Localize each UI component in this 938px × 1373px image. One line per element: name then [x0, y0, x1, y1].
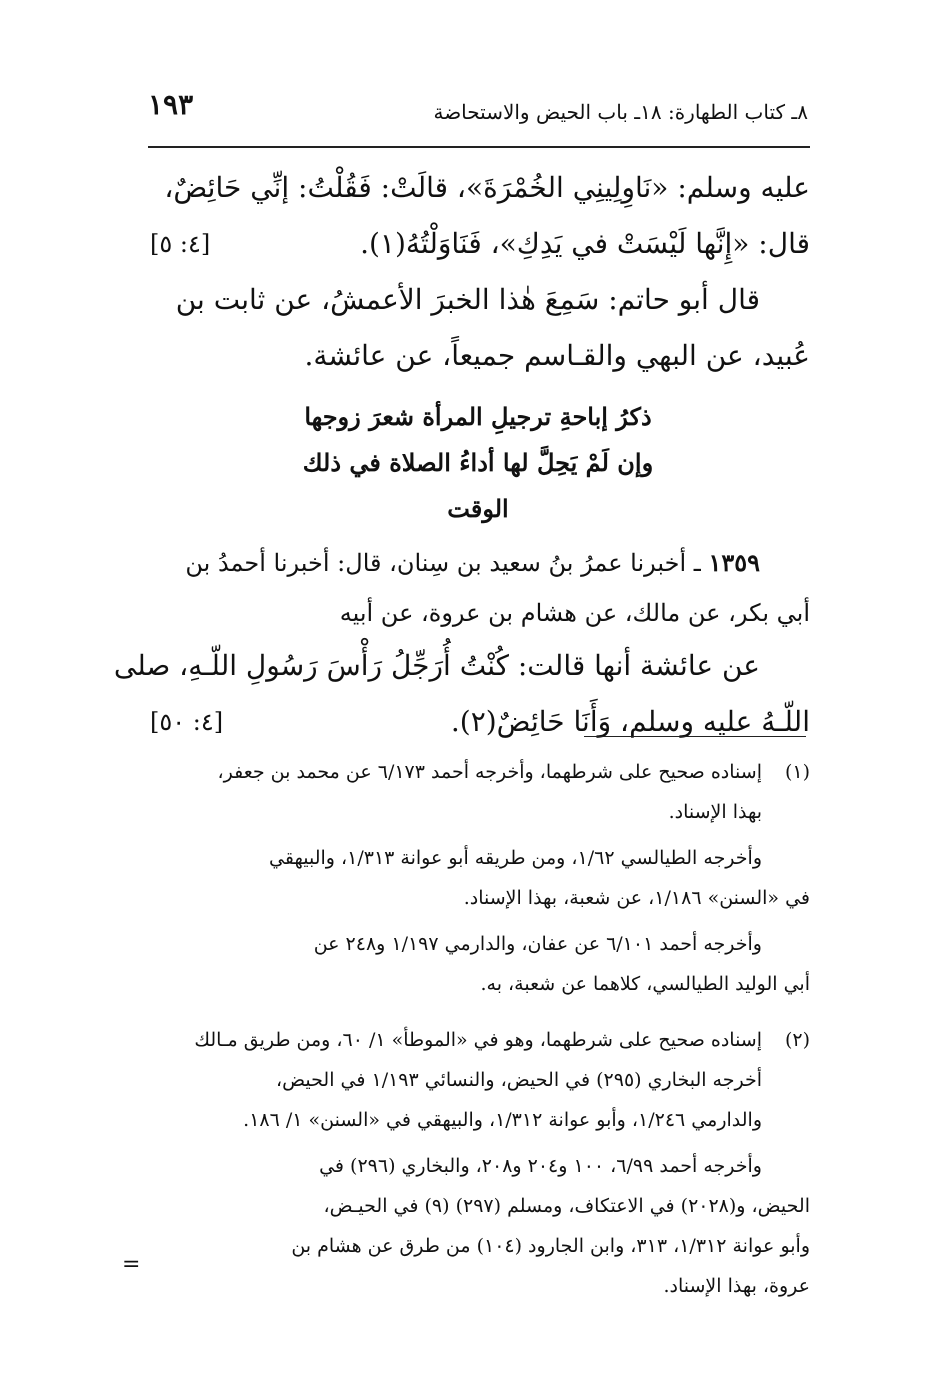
- text-line-content: قال: «إِنَّها لَيْسَتْ في يَدِكِ»، فَنَاوَلْتُهُ(١).: [360, 227, 810, 260]
- footnote-line: في «السنن» ١/١٨٦، عن شعبة، بهذا الإسناد.: [463, 887, 810, 909]
- footnote-line: إسناده صحيح على شرطهما، وأخرجه أحمد ٦/١٧٣ عن محمد بن جعفر،: [217, 761, 762, 783]
- heading-line: وإن لَمْ يَحِلَّ لها أداءُ الصلاة في ذلك: [302, 448, 654, 477]
- continuation-mark: =: [122, 1252, 141, 1277]
- footnote-line: وأخرجه أحمد ٦/٩٩، ١٠٠ و٢٠٤ و٢٠٨، والبخاري (٢٩٦) في: [319, 1155, 762, 1177]
- page-header: [148, 88, 808, 138]
- footnotes: [146, 752, 810, 1312]
- text-line: [146, 216, 810, 272]
- footnote-line: والدارمي ١/٢٤٦، وأبو عوانة ١/٣١٢، والبيهقي في «السنن» ١/ ١٨٦.: [243, 1109, 762, 1131]
- header-rule: [148, 146, 810, 148]
- footnote-line: أبي الوليد الطيالسي، كلاهما عن شعبة، به.: [480, 973, 810, 995]
- footnote-line: وأبو عوانة ١/٣١٢، ٣١٣، وابن الجارود (١٠٤) من طرق عن هشام بن: [291, 1235, 810, 1257]
- chapter-heading: [146, 394, 810, 532]
- text-line: عُبيد، عن البهي والقـاسم جميعاً، عن عائشة.: [304, 339, 810, 372]
- reference-tag: [٤: ٥]: [150, 230, 211, 258]
- reference-tag: [٤: ٥٠]: [150, 708, 224, 736]
- footnote: [146, 1020, 810, 1140]
- hadith-number: ١٣٥٩: [708, 548, 760, 577]
- footnote-number: (١): [784, 761, 810, 783]
- isnad-line: أبي بكر، عن مالك، عن هشام بن عروة، عن أبيه: [339, 599, 810, 627]
- footnote-number: (٢): [784, 1029, 810, 1051]
- running-title: ٨ـ كتاب الطهارة: ١٨ـ باب الحيض والاستحاضة: [433, 100, 808, 124]
- text-line: عليه وسلم: «نَاوِلِينِي الخُمْرَةَ»، قالَتْ: فَقُلْتُ: إنِّي حَائِضٌ،: [164, 171, 810, 204]
- footnote-line: الحيض، و(٢٠٢٨) في الاعتكاف، ومسلم (٢٩٧) (٩) في الحيـض،: [323, 1195, 810, 1217]
- footnote-line: إسناده صحيح على شرطهما، وهو في «الموطأ» ١/ ٦٠، ومن طريق مـالك: [194, 1029, 762, 1051]
- page-number: ١٩٣: [148, 88, 194, 121]
- footnote-rule: [584, 736, 806, 737]
- isnad-line: [146, 538, 810, 588]
- footnote-line: وأخرجه أحمد ٦/١٠١ عن عفان، والدارمي ١/١٩٧ و٢٤٨ عن: [313, 933, 762, 955]
- isnad-text: ـ أخبرنا عمرُ بنُ سعيد بن سِنان، قال: أخبرنا أحمدُ بن: [185, 549, 701, 577]
- footnote-line: عروة، بهذا الإسناد.: [663, 1275, 810, 1297]
- matn-line-content: اللّـهُ عليه وسلم، وَأَنَا حَائِضٌ(٢).: [450, 705, 810, 738]
- heading-line: ذكرُ إباحةِ ترجيلِ المرأة شعرَ زوجها: [304, 402, 652, 431]
- footnote-paragraph: [146, 1146, 810, 1306]
- footnote-gap: [146, 1010, 810, 1020]
- text-line: قال أبو حاتم: سَمِعَ هٰذا الخبرَ الأعمشُ، عن ثابت بن: [175, 283, 760, 316]
- matn-line: عن عائشة أنها قالت: كُنْتُ أُرَجِّلُ رَأْسَ رَسُولِ اللّـهِ، صلى: [113, 649, 760, 682]
- matn-line: [146, 694, 810, 750]
- footnote-line: وأخرجه الطيالسي ١/٦٢، ومن طريقه أبو عوانة ١/٣١٣، والبيهقي: [269, 847, 762, 869]
- footnote-line: أخرجه البخاري (٢٩٥) في الحيض، والنسائي ١/١٩٣ في الحيض،: [276, 1069, 762, 1091]
- footnote-paragraph: [146, 838, 810, 918]
- main-text: [113, 160, 810, 750]
- heading-line: الوقت: [447, 494, 509, 523]
- footnote: [146, 752, 810, 832]
- footnote-line: بهذا الإسناد.: [668, 801, 762, 823]
- footnote-paragraph: [146, 924, 810, 1004]
